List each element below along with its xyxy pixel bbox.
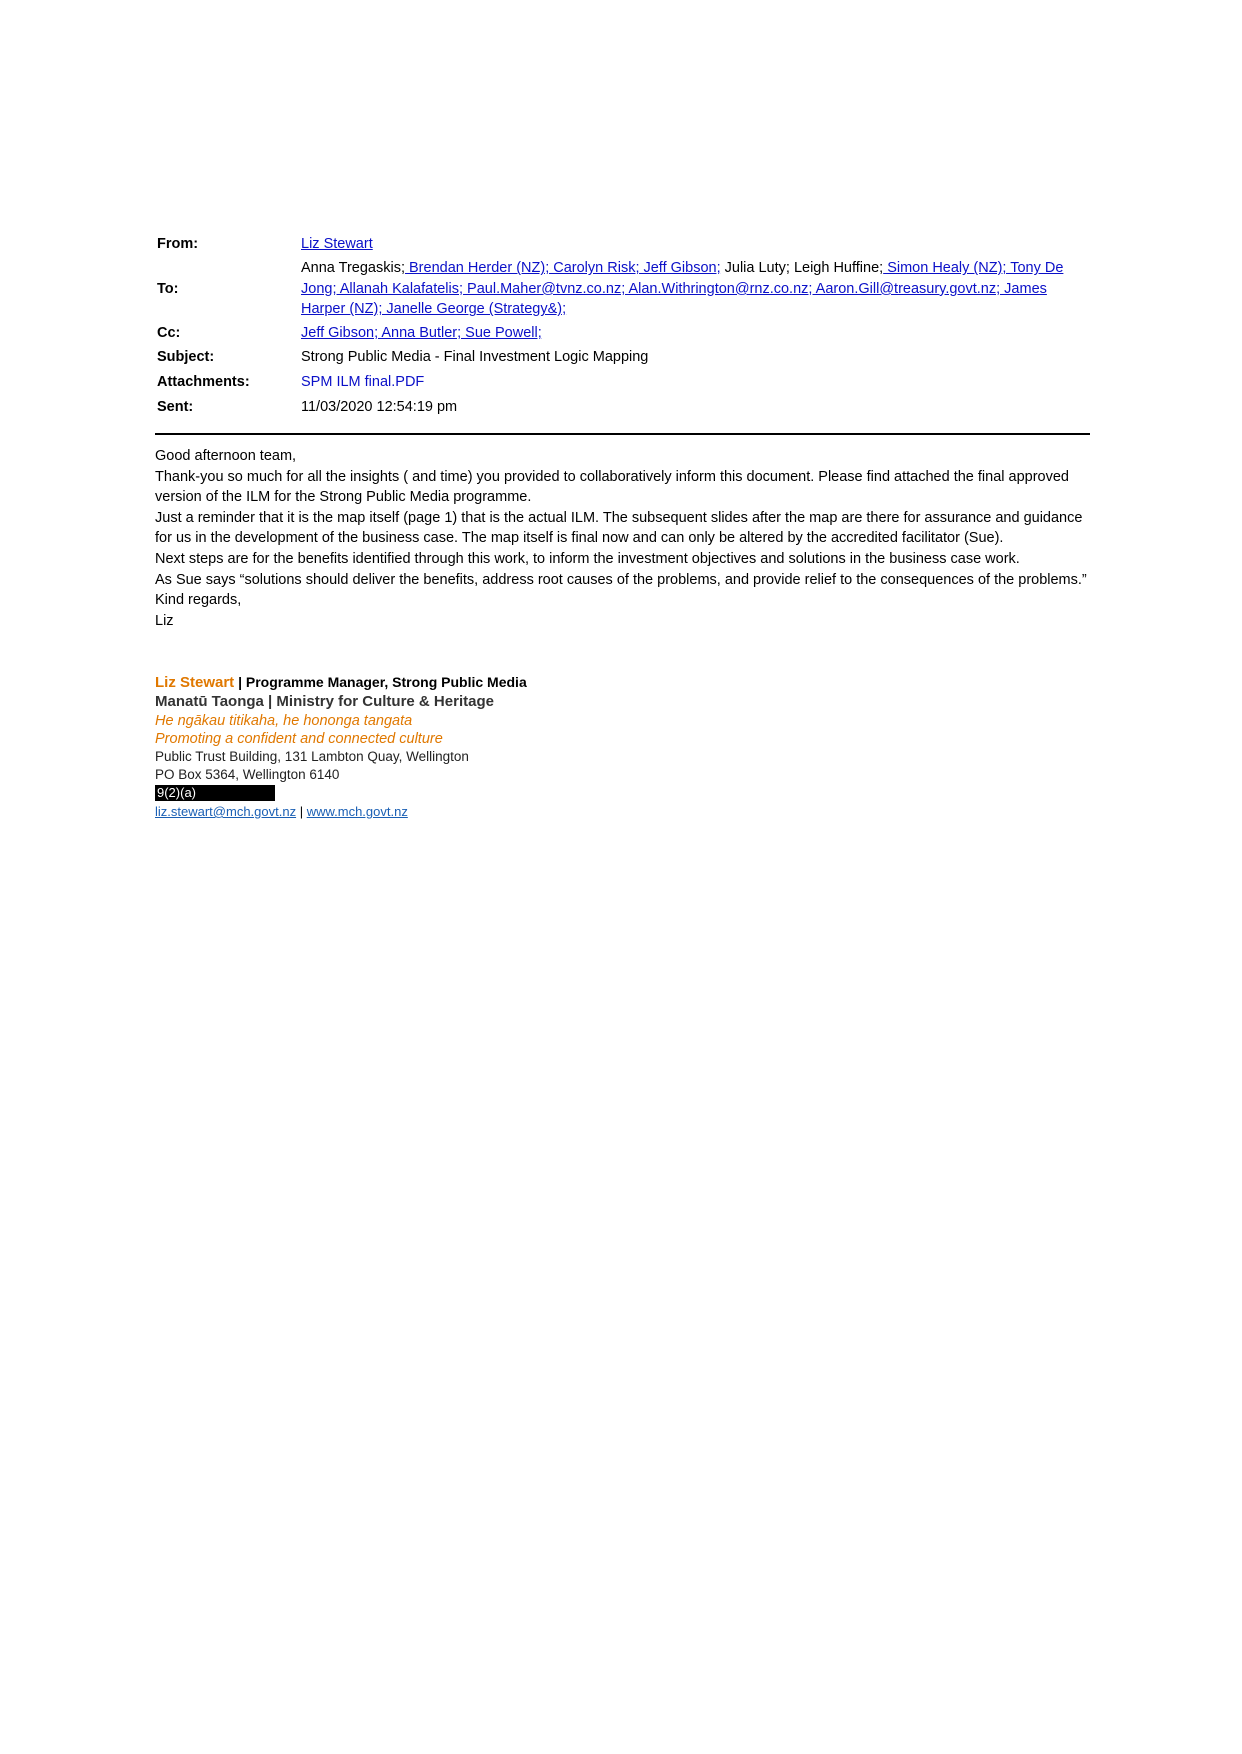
- sent-value: 11/03/2020 12:54:19 pm: [301, 399, 458, 416]
- body-greeting: Good afternoon team,: [155, 448, 297, 464]
- to-links-2[interactable]: Simon Healy (NZ); Tony De Jong; Allanah Kalafatelis; Paul.Maher@tvnz.co.nz; Alan.Withrington@rnz.co.nz; Aaron.Gill@treasury.govt.nz; James Harper (NZ); Janelle George (Strategy&);: [301, 260, 1064, 318]
- email-signature: [155, 672, 755, 822]
- signature-address-2: PO Box 5364, Wellington 6140: [155, 767, 340, 782]
- to-plain-2: Julia Luty; Leigh Huffine;: [720, 260, 884, 277]
- sent-label: Sent:: [157, 399, 194, 416]
- body-sender-name: Liz: [155, 612, 174, 629]
- signature-links: [155, 802, 755, 822]
- website-link[interactable]: www.mch.govt.nz: [306, 804, 408, 819]
- subject-label: Subject:: [157, 348, 215, 365]
- body-paragraph-2: Just a reminder that it is the map itself (page 1) that is the actual ILM. The subsequent slides after the map are there for assurance and guidance for us in the development of the business case. The map itself is final now and can only be altered by the accredited facilitator (Sue).: [155, 509, 1083, 547]
- body-paragraph-4: As Sue says “solutions should deliver the benefits, address root causes of the problems, and provide relief to the consequences of the problems.”: [155, 571, 1087, 588]
- email-header-table: [155, 232, 1090, 420]
- signature-motto-english: Promoting a confident and connected culture: [155, 731, 443, 747]
- redaction-box: 9(2)(a): [155, 785, 275, 801]
- to-plain-1: Anna Tregaskis;: [301, 260, 405, 277]
- body-paragraph-3: Next steps are for the benefits identified through this work, to inform the investment objectives and solutions in the business case work.: [155, 550, 1020, 567]
- signature-role: | Programme Manager, Strong Public Media: [234, 674, 527, 690]
- to-label: To:: [157, 280, 179, 297]
- header-divider: [155, 433, 1090, 435]
- email-link[interactable]: liz.stewart@mch.govt.nz: [155, 804, 297, 819]
- body-closing: Kind regards,: [155, 592, 242, 609]
- to-links-1[interactable]: Brendan Herder (NZ); Carolyn Risk; Jeff Gibson;: [404, 260, 721, 277]
- cc-label: Cc:: [157, 324, 181, 341]
- cc-value-link[interactable]: Jeff Gibson; Anna Butler; Sue Powell;: [301, 324, 542, 341]
- from-label: From:: [157, 236, 199, 253]
- signature-address-1: Public Trust Building, 131 Lambton Quay, Wellington: [155, 749, 469, 764]
- email-body: [155, 446, 1090, 631]
- from-value-link[interactable]: Liz Stewart: [301, 236, 373, 253]
- signature-name-line: [155, 672, 755, 692]
- attachment-link[interactable]: SPM ILM final.PDF: [301, 373, 425, 390]
- signature-name: Liz Stewart: [155, 674, 235, 691]
- subject-value: Strong Public Media - Final Investment Logic Mapping: [301, 348, 649, 365]
- signature-organisation: Manatū Taonga | Ministry for Culture & Heritage: [155, 693, 494, 710]
- body-paragraph-1: Thank-you so much for all the insights ( and time) you provided to collaboratively inform this document. Please find attached the final approved version of the ILM for the Strong Public Media programme.: [155, 468, 1069, 506]
- signature-motto-maori: He ngākau titikaha, he hononga tangata: [155, 713, 413, 729]
- link-separator: |: [296, 804, 307, 819]
- attachments-label: Attachments:: [157, 373, 250, 390]
- to-recipients: [301, 257, 1090, 321]
